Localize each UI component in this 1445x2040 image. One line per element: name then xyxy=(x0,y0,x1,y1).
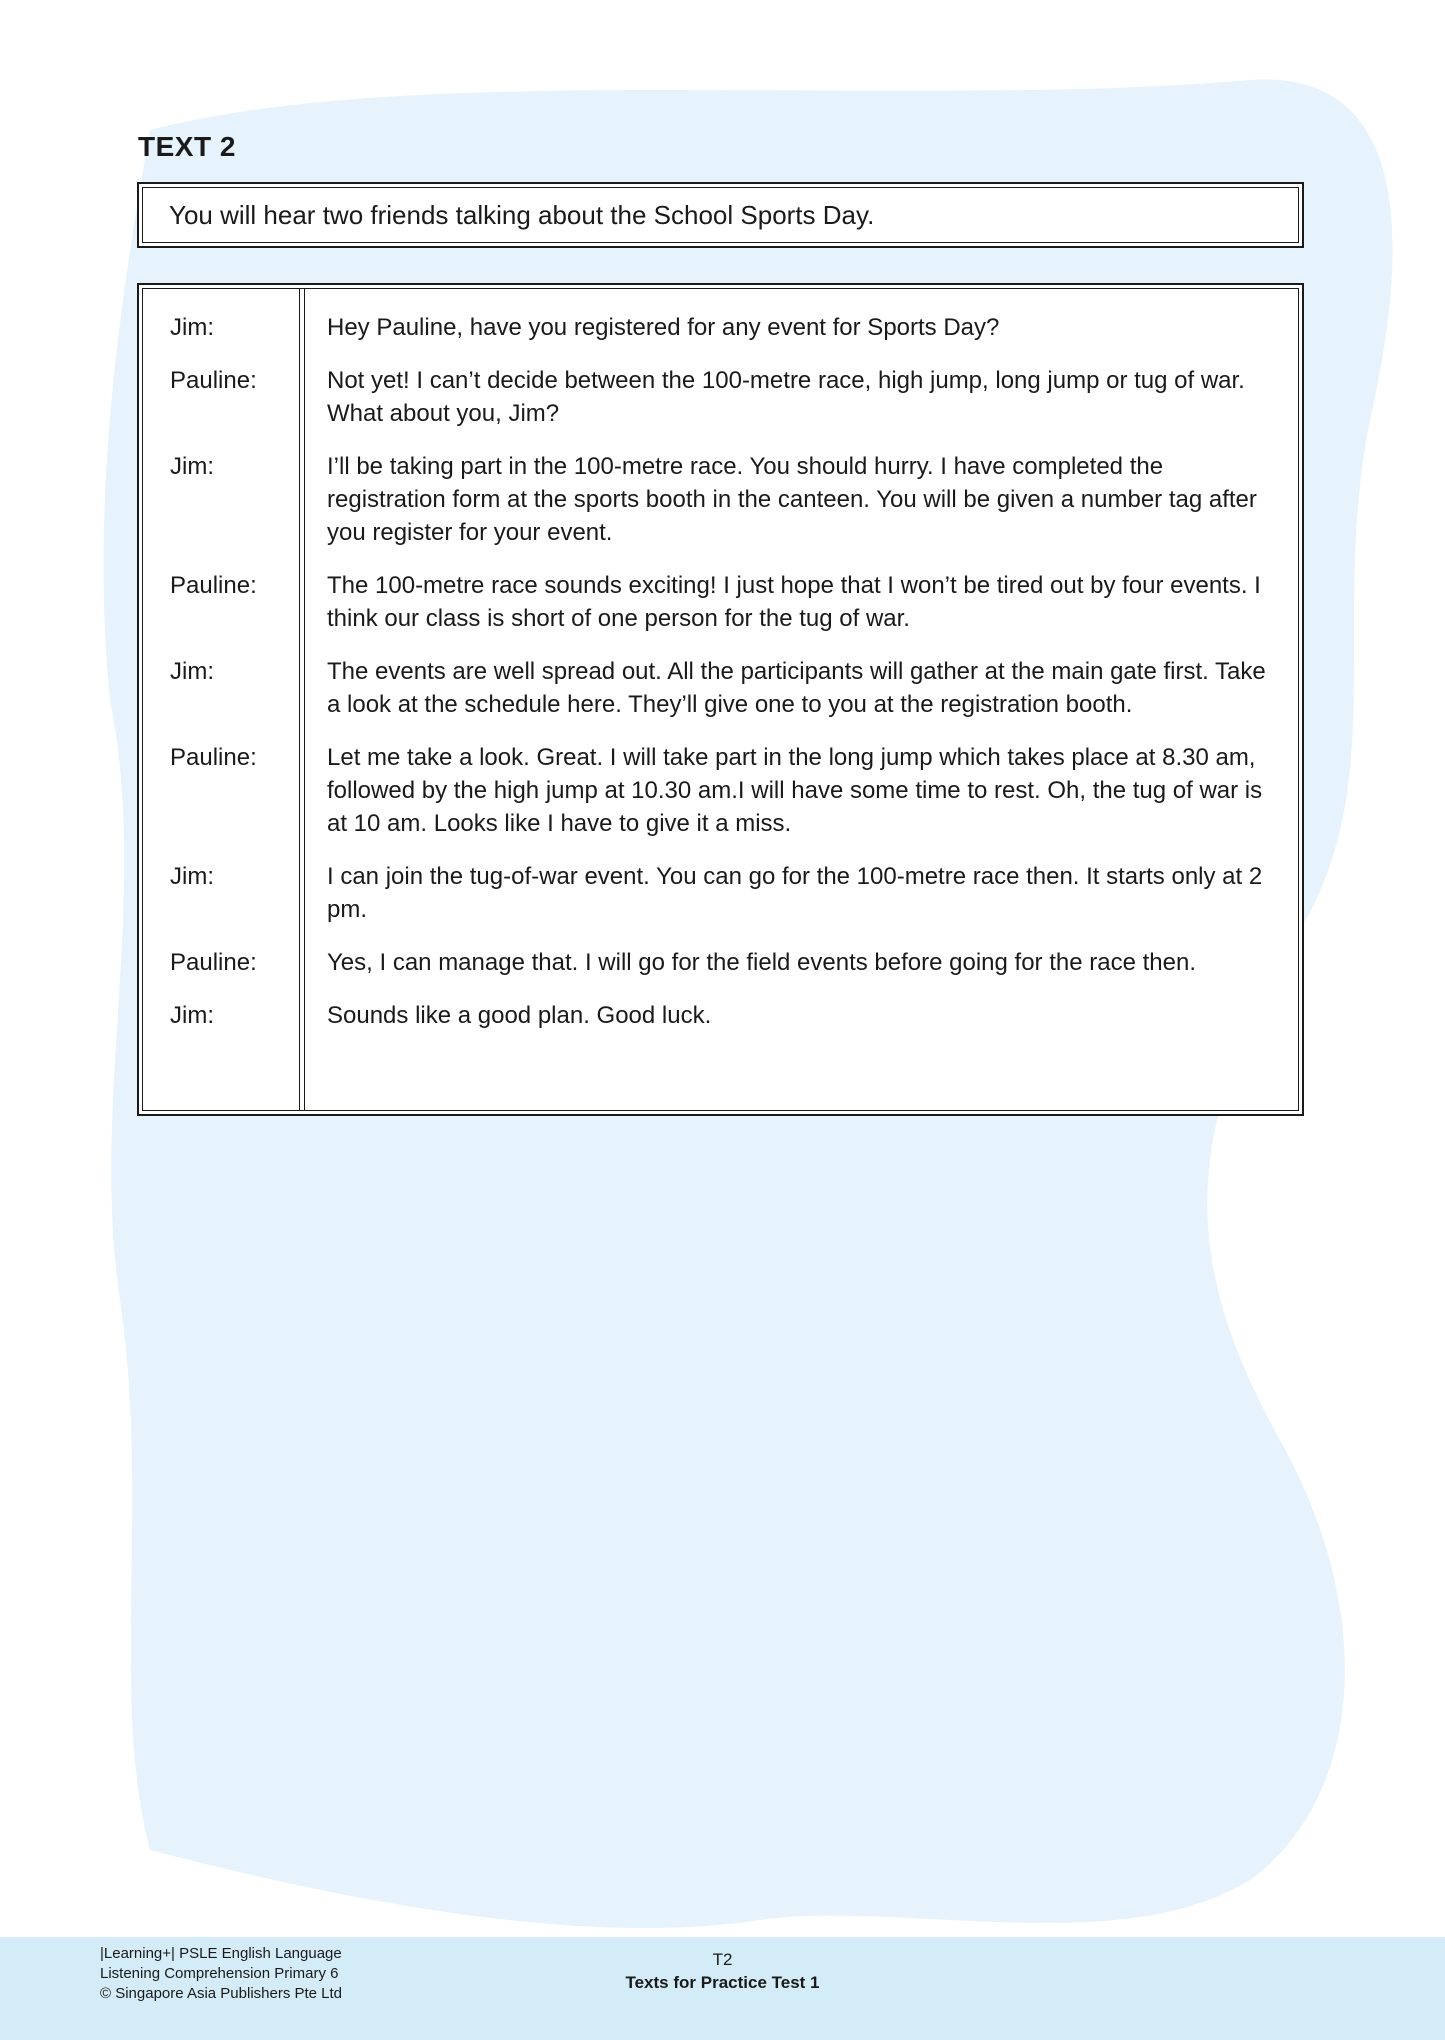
speaker-name: Pauline: xyxy=(170,367,257,394)
speaker-name: Jim: xyxy=(170,453,214,480)
dialogue-line: Let me take a look. Great. I will take part in the long jump which takes place at 8.30 am, followed by the high jump at 10.30 am.I will have some time to rest. Oh, the tug of war is at 10 am. Looks like I have to give it a miss. xyxy=(327,744,1263,837)
dialogue-row xyxy=(143,655,1298,721)
dialogue-row xyxy=(143,860,1298,926)
page-footer xyxy=(0,1948,1445,1994)
dialogue-table xyxy=(137,283,1304,1116)
dialogue-line: Yes, I can manage that. I will go for the field events before going for the race then. xyxy=(327,949,1196,976)
publisher-line: © Singapore Asia Publishers Pte Ltd xyxy=(100,1985,343,2002)
intro-box xyxy=(137,182,1304,248)
speaker-name: Pauline: xyxy=(170,744,257,771)
dialogue-line: The events are well spread out. All the participants will gather at the main gate first. Take a look at the schedule here. They’ll give one to you at the registration booth. xyxy=(327,658,1266,718)
dialogue-line: I’ll be taking part in the 100-metre race. You should hurry. I have completed the registration form at the sports booth in the canteen. You will be given a number tag after you register for your event. xyxy=(327,453,1257,546)
speaker-name: Jim: xyxy=(170,314,214,341)
dialogue-line: Not yet! I can’t decide between the 100-metre race, high jump, long jump or tug of war. What about you, Jim? xyxy=(327,367,1245,427)
dialogue-line: Hey Pauline, have you registered for any event for Sports Day? xyxy=(327,314,1000,341)
dialogue-line: Sounds like a good plan. Good luck. xyxy=(327,1002,712,1029)
intro-text: You will hear two friends talking about the School Sports Day. xyxy=(142,187,1299,243)
dialogue-row xyxy=(143,311,1298,344)
dialogue-row xyxy=(143,450,1298,549)
speaker-name: Jim: xyxy=(170,1002,214,1029)
speaker-name: Jim: xyxy=(170,658,214,685)
dialogue-row xyxy=(143,569,1298,635)
dialogue-row xyxy=(143,999,1298,1032)
dialogue-row xyxy=(143,741,1298,840)
dialogue-rows xyxy=(143,311,1298,1052)
dialogue-row xyxy=(143,946,1298,979)
speaker-name: Pauline: xyxy=(170,572,257,599)
section-title: Texts for Practice Test 1 xyxy=(625,1973,820,1992)
dialogue-line: I can join the tug-of-war event. You can go for the 100-metre race then. It starts only at 2 pm. xyxy=(327,863,1263,923)
page-code: T2 xyxy=(712,1950,733,1969)
section-heading: TEXT 2 xyxy=(138,131,236,162)
publisher-line: |Learning+| PSLE English Language xyxy=(100,1945,342,1962)
speaker-name: Jim: xyxy=(170,863,214,890)
publisher-line: Listening Comprehension Primary 6 xyxy=(100,1965,339,1982)
dialogue-line: The 100-metre race sounds exciting! I just hope that I won’t be tired out by four events. I think our class is short of one person for the tug of war. xyxy=(327,572,1261,632)
dialogue-row xyxy=(143,364,1298,430)
speaker-name: Pauline: xyxy=(170,949,257,976)
